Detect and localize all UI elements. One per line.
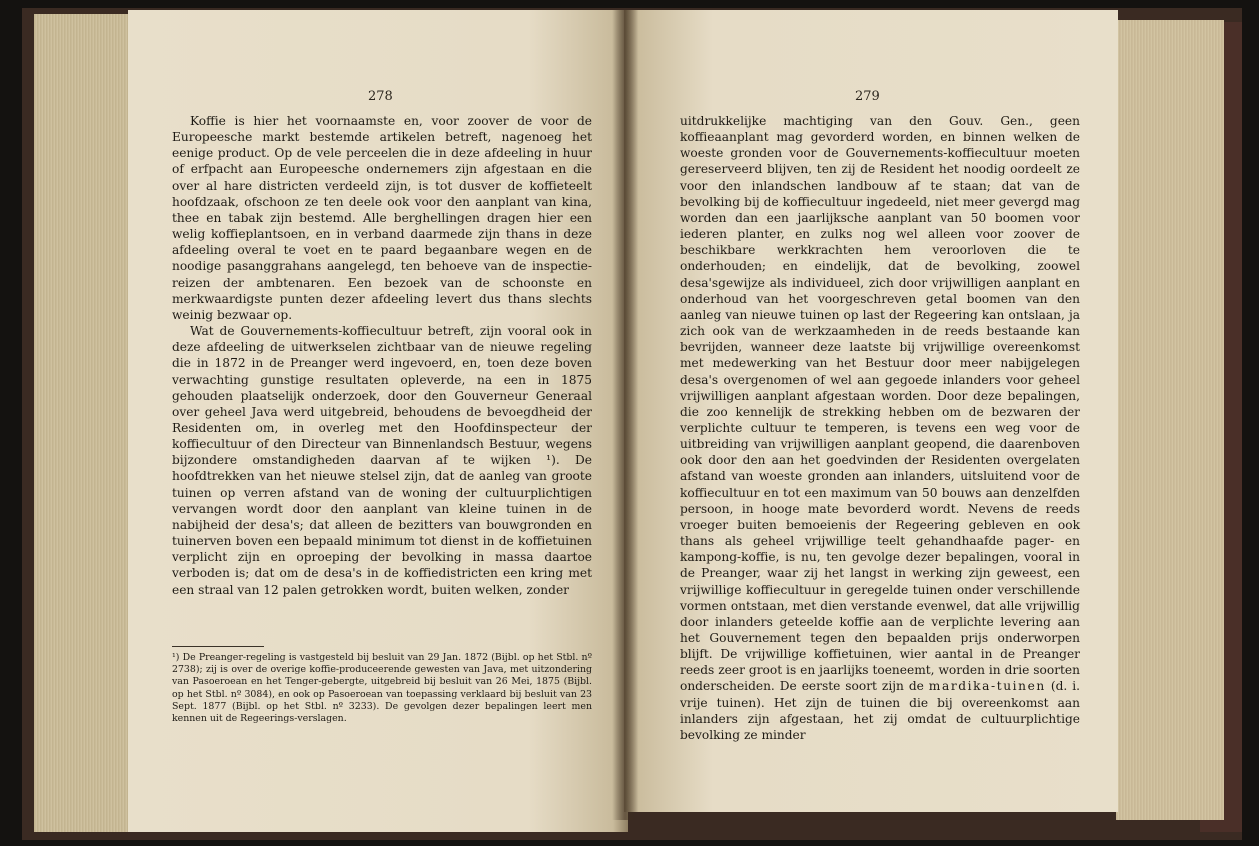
left-page-number: 278 — [368, 89, 393, 104]
left-paragraph-1: Koffie is hier het voornaamste en, voor zoover de voor de Europeesche markt bestemde artikelen betreft, nagenoeg het eenige product. Op de vele perceelen die in deze afdeeling in huur of erfpacht aan Europeesche ondernemers zijn afgestaan en die over al hare districten verdeeld zijn, is tot dusver de koffieteelt hoofdzaak, ofschoon ze ten deele ook voor den aanplant van kina, thee en tabak zijn bestemd. Alle berghellingen dragen hier een welig koffieplantsoen, en in verband daarmede zijn thans in deze afdeeling overal te voet en te paard begaanbare wegen en de noodige pasanggrahans aangelegd, ten behoeve van de inspectie-reizen der ambtenaren. Een bezoek van de schoonste en merkwaardigste punten dezer afdeeling levert dus thans slechts weinig bezwaar op. — [172, 114, 592, 322]
page-edges-right — [1116, 20, 1224, 820]
right-spaced-term: mardika-tuinen — [928, 679, 1046, 694]
book-gutter — [612, 10, 638, 820]
right-text-before: uitdrukkelijke machtiging van den Gouv. Gen., geen koffieaanplant mag gevorderd worden, en binnen welken de woeste gronden voor de Gouvernements-koffiecultuur moeten gereserveerd blijven, ten zij de Resident het noodig oordeelt ze voor den inlandschen landbouw af te staan; dat van de bevolking bij de koffiecultuur ingedeeld, niet meer gevergd mag worden dan een jaarlijksche aanplant van 50 boomen voor iederen planter, en zulks nog wel alleen voor zoover de beschikbare werkkrachten hem veroorloven die te onderhouden; en eindelijk, dat de bevolking, zoowel desa'sgewijze als individueel, zich door vrijwilligen aanplant en onderhoud van het voorgeschreven getal boomen van den aanleg van nieuwe tuinen op last der Regeering kan ontslaan, ja zich ook van de werkzaamheden in de reeds bestaande kan bevrijden, wanneer deze laatste bij vrijwillige overeenkomst met medewerking van het Bestuur door meer nabijgelegen desa's overgenomen of wel aan gegoede inlanders voor geheel vrijwilligen aanplant afgestaan worden. Door deze bepalingen, die zoo kennelijk de strekking hebben om de bezwaren der verplichte cultuur te temperen, is tevens een weg voor de uitbreiding van vrijwilligen aanplant geopend, die daarenboven ook door den aan het goedvinden der Residenten overgelaten afstand van woeste gronden aan inlanders, uitsluitend voor de koffiecultuur en tot een maximum van 50 bouws aan denzelfden persoon, in hooge mate bevorderd wordt. Nevens de reeds vroeger buiten bemoeienis der Regeering gebleven en ook thans als geheel vrijwillige teelt gehandhaafde pager- en kampong-koffie, is nu, ten gevolge dezer bepalingen, vooral in de Preanger, waar zij het langst in werking zijn geweest, een vrijwillige koffiecultuur in geregelde tuinen onder verschillende vormen ontstaan, met dien verstande evenwel, dat alle vrijwillig door inlanders geteelde koffie aan de verplichte levering aan het Gouvernement tegen den bepaalden prijs onderworpen blijft. De vrijwillige koffietuinen, wier aantal in de Preanger reeds zeer groot is en jaarlijks toeneemt, worden in drie soorten onderscheiden. De eerste soort zijn de — [680, 114, 1080, 694]
right-page-body — [680, 113, 1080, 743]
footnote-rule — [172, 646, 264, 647]
left-page-body — [172, 113, 592, 598]
right-paragraph — [680, 113, 1080, 743]
right-page-number: 279 — [855, 89, 880, 104]
left-paragraph-2: Wat de Gouvernements-koffiecultuur betreft, zijn vooral ook in deze afdeeling de uitwerkselen zichtbaar van de nieuwe regeling die in 1872 in de Preanger werd ingevoerd, en, toen deze boven verwachting gunstige resultaten opleverde, na een in 1875 gehouden plaatselijk onderzoek, door den Gouverneur Generaal over geheel Java werd uitgebreid, behoudens de bevoegdheid der Residenten om, in overleg met den Hoofdinspecteur der koffiecultuur of den Directeur van Binnenlandsch Bestuur, wegens bijzondere omstandigheden daarvan af te wijken ¹). De hoofdtrekken van het nieuwe stelsel zijn, dat de aanleg van groote tuinen op verren afstand van de woning der cultuurplichtigen vervangen wordt door den aanplant van kleine tuinen in de nabijheid der desa's; dat alleen de bezitters van bouwgronden en tuinerven boven een bepaald minimum tot dienst in de koffietuinen verplicht zijn en oproeping der bevolking in massa daartoe verboden is; dat om de desa's in de koffiedistricten een kring met een straal van 12 palen getrokken wordt, buiten welken, zonder — [172, 324, 592, 597]
right-text-after: (d. i. vrije tuinen). Het zijn de tuinen die bij overeenkomst aan inlanders zijn afgestaan, het zij omdat de cultuurplichtige bevolking ze minder — [680, 679, 1081, 742]
page-edges-left — [34, 14, 134, 832]
footnote: ¹) De Preanger-regeling is vastgesteld bij besluit van 29 Jan. 1872 (Bijbl. op het Stbl. nº 2738); zij is over de overige koffie-produceerende gewesten van Java, met uitzondering van Pasoeroean en het Tenger-gebergte, uitgebreid bij besluit van 26 Mei, 1875 (Bijbl. op het Stbl. nº 3084), en ook op Pasoeroean van toepassing verklaard bij besluit van 23 Sept. 1877 (Bijbl. op het Stbl. nº 3233). De gevolgen dezer bepalingen leert men kennen uit de Regeerings-verslagen. — [172, 652, 592, 725]
